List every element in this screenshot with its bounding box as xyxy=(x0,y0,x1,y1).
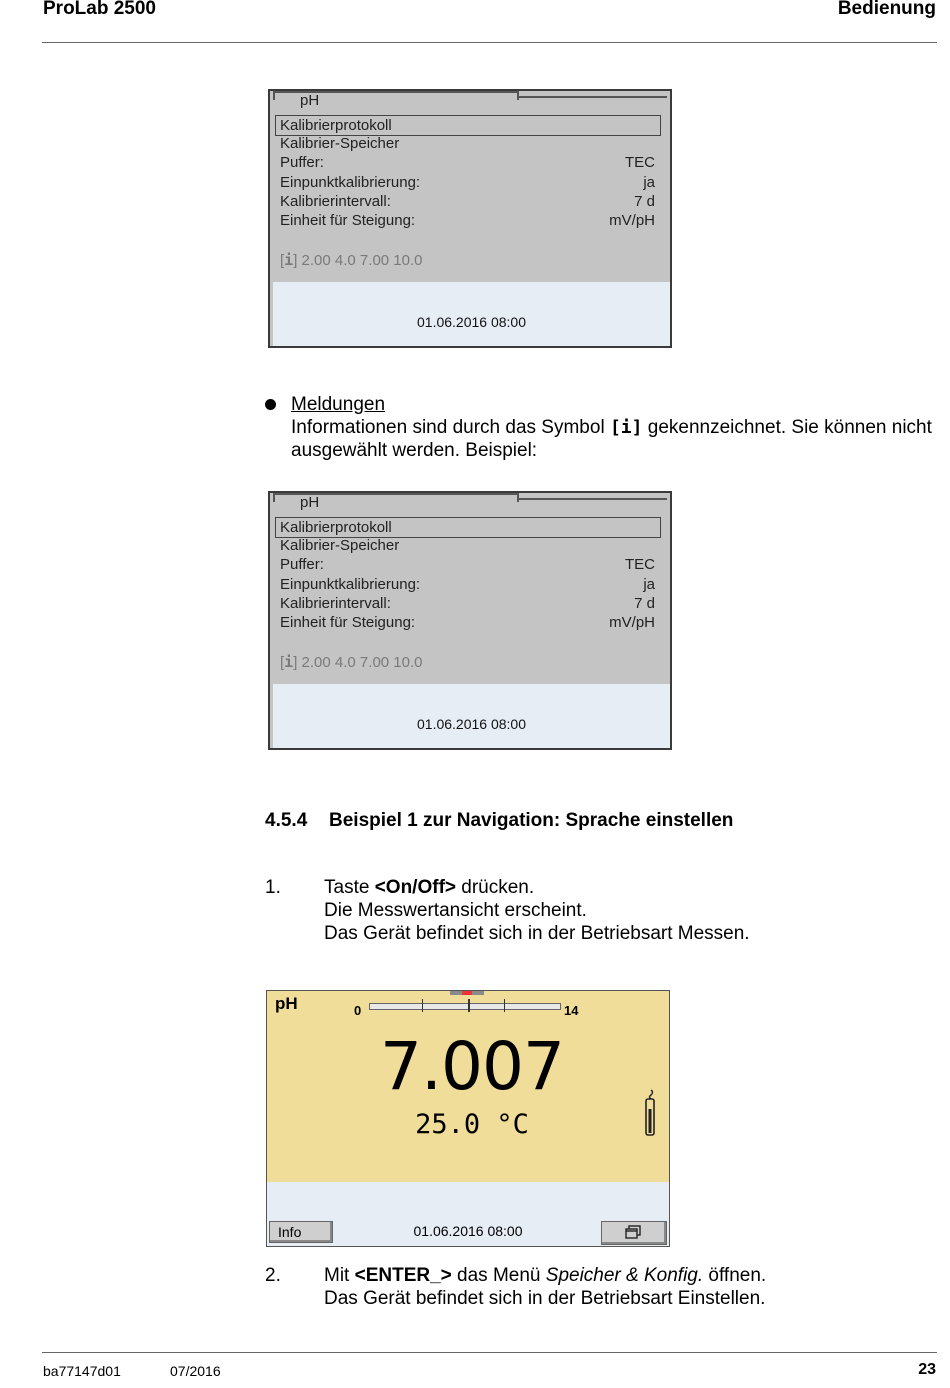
menu-item[interactable] xyxy=(280,594,655,613)
menu-item[interactable] xyxy=(280,575,655,594)
step1-line1 xyxy=(324,876,534,899)
menu-item-value: 7 d xyxy=(634,193,655,210)
menu-item-label: Puffer: xyxy=(280,154,324,171)
menu-item[interactable] xyxy=(280,536,655,555)
menu-item-label: Kalibrierintervall: xyxy=(280,595,391,612)
menu-item-value: TEC xyxy=(625,556,655,573)
device-screen-2 xyxy=(268,491,672,750)
menu-softkey[interactable] xyxy=(601,1221,667,1245)
step-number: 1. xyxy=(265,877,281,898)
header-section: Bedienung xyxy=(837,0,936,19)
menu-item-label: Kalibrier-Speicher xyxy=(280,135,400,152)
text-segment: das Menü xyxy=(451,1265,546,1286)
temperature-value: 25.0 °C xyxy=(415,1109,529,1140)
info-message xyxy=(280,251,422,269)
menu-item[interactable] xyxy=(280,211,655,230)
tab-title: pH xyxy=(300,494,320,511)
text-segment: gekennzeichnet. Sie können nicht xyxy=(642,417,932,438)
datetime: 01.06.2016 08:00 xyxy=(417,314,526,330)
datetime: 01.06.2016 08:00 xyxy=(417,716,526,732)
info-text: 2.00 4.0 7.00 10.0 xyxy=(301,252,423,269)
menu-item-label: Einpunktkalibrierung: xyxy=(280,576,421,593)
menu-item[interactable] xyxy=(280,192,655,211)
footer-rule xyxy=(42,1352,937,1353)
menu-item-value: ja xyxy=(643,174,655,191)
section-number: 4.5.4 xyxy=(265,810,308,831)
status-bar xyxy=(273,684,670,748)
info-icon: i xyxy=(284,653,294,671)
header-title: ProLab 2500 xyxy=(43,0,156,19)
text-segment: öffnen. xyxy=(703,1265,767,1286)
header-rule xyxy=(42,42,937,43)
menu-item-selected[interactable] xyxy=(275,115,661,136)
menu-item-label: Einpunktkalibrierung: xyxy=(280,174,421,191)
step-number: 2. xyxy=(265,1265,281,1286)
scale-tick xyxy=(422,999,423,1012)
step1-line3: Das Gerät befindet sich in der Betriebsart Messen. xyxy=(324,923,750,944)
info-symbol: [i] xyxy=(609,417,643,438)
scale-bar xyxy=(369,1003,561,1010)
info-message xyxy=(280,653,422,671)
page-number: 23 xyxy=(918,1361,936,1378)
menu-item-label: Puffer: xyxy=(280,556,324,573)
menu-item-label: Kalibrierprotokoll xyxy=(280,117,392,134)
window-icon xyxy=(625,1225,641,1239)
menu-name: Speicher & Konfig. xyxy=(545,1265,704,1286)
text-segment: drücken. xyxy=(456,877,535,898)
menu-item-label: Kalibrier-Speicher xyxy=(280,537,400,554)
info-bracket-open: [ xyxy=(280,654,285,671)
bullet-icon xyxy=(265,399,276,410)
info-softkey[interactable]: Info xyxy=(269,1221,333,1243)
menu-item-value: mV/pH xyxy=(609,614,655,631)
datetime: 01.06.2016 08:00 xyxy=(413,1223,523,1239)
info-bracket-close: ] xyxy=(293,252,298,269)
tab-line xyxy=(519,498,667,500)
menu-item-value: ja xyxy=(643,576,655,593)
bullet-title: Meldungen xyxy=(291,394,386,415)
menu-item-selected[interactable] xyxy=(275,517,661,538)
scale-tick xyxy=(504,999,505,1012)
menu-item[interactable] xyxy=(280,134,655,153)
bullet-text-line1 xyxy=(291,416,932,439)
text-segment: Informationen sind durch das Symbol xyxy=(291,417,610,438)
key-name: <On/Off> xyxy=(374,877,456,898)
status-bar xyxy=(273,282,670,346)
step2-line2: Das Gerät befindet sich in der Betriebsart Einstellen. xyxy=(324,1288,766,1309)
scale-pointer xyxy=(468,999,470,1012)
text-segment: Taste xyxy=(324,877,375,898)
info-icon: i xyxy=(284,251,294,269)
scale-max: 14 xyxy=(564,1003,579,1018)
text-segment: Mit xyxy=(324,1265,355,1286)
menu-item-value: TEC xyxy=(625,154,655,171)
menu-item-label: Kalibrierintervall: xyxy=(280,193,391,210)
sensor-probe-icon xyxy=(643,1089,657,1139)
scale-min: 0 xyxy=(354,1003,362,1018)
menu-item-value: mV/pH xyxy=(609,212,655,229)
info-bracket-open: [ xyxy=(280,252,285,269)
menu-item[interactable] xyxy=(280,153,655,172)
step1-line2: Die Messwertansicht erscheint. xyxy=(324,900,587,921)
parameter-label: pH xyxy=(275,994,298,1013)
bullet-text-line2: ausgewählt werden. Beispiel: xyxy=(291,440,538,461)
tab-title: pH xyxy=(300,92,320,109)
step2-line1 xyxy=(324,1264,766,1287)
key-name: <ENTER_> xyxy=(354,1265,452,1286)
section-title: Beispiel 1 zur Navigation: Sprache einstellen xyxy=(329,810,734,831)
menu-item-value: 7 d xyxy=(634,595,655,612)
range-marker-active xyxy=(462,991,472,995)
tab-line xyxy=(519,96,667,98)
menu-item[interactable] xyxy=(280,555,655,574)
menu-item[interactable] xyxy=(280,613,655,632)
footer-date: 07/2016 xyxy=(170,1363,221,1379)
menu-item-label: Einheit für Steigung: xyxy=(280,212,416,229)
info-text: 2.00 4.0 7.00 10.0 xyxy=(301,654,423,671)
device-screen-1 xyxy=(268,89,672,348)
menu-item-label: Kalibrierprotokoll xyxy=(280,519,392,536)
measured-value: 7.007 xyxy=(380,1028,564,1105)
info-bracket-close: ] xyxy=(293,654,298,671)
menu-item[interactable] xyxy=(280,173,655,192)
measurement-screen xyxy=(266,990,670,1247)
menu-item-label: Einheit für Steigung: xyxy=(280,614,416,631)
footer-doc-number: ba77147d01 xyxy=(43,1363,121,1379)
